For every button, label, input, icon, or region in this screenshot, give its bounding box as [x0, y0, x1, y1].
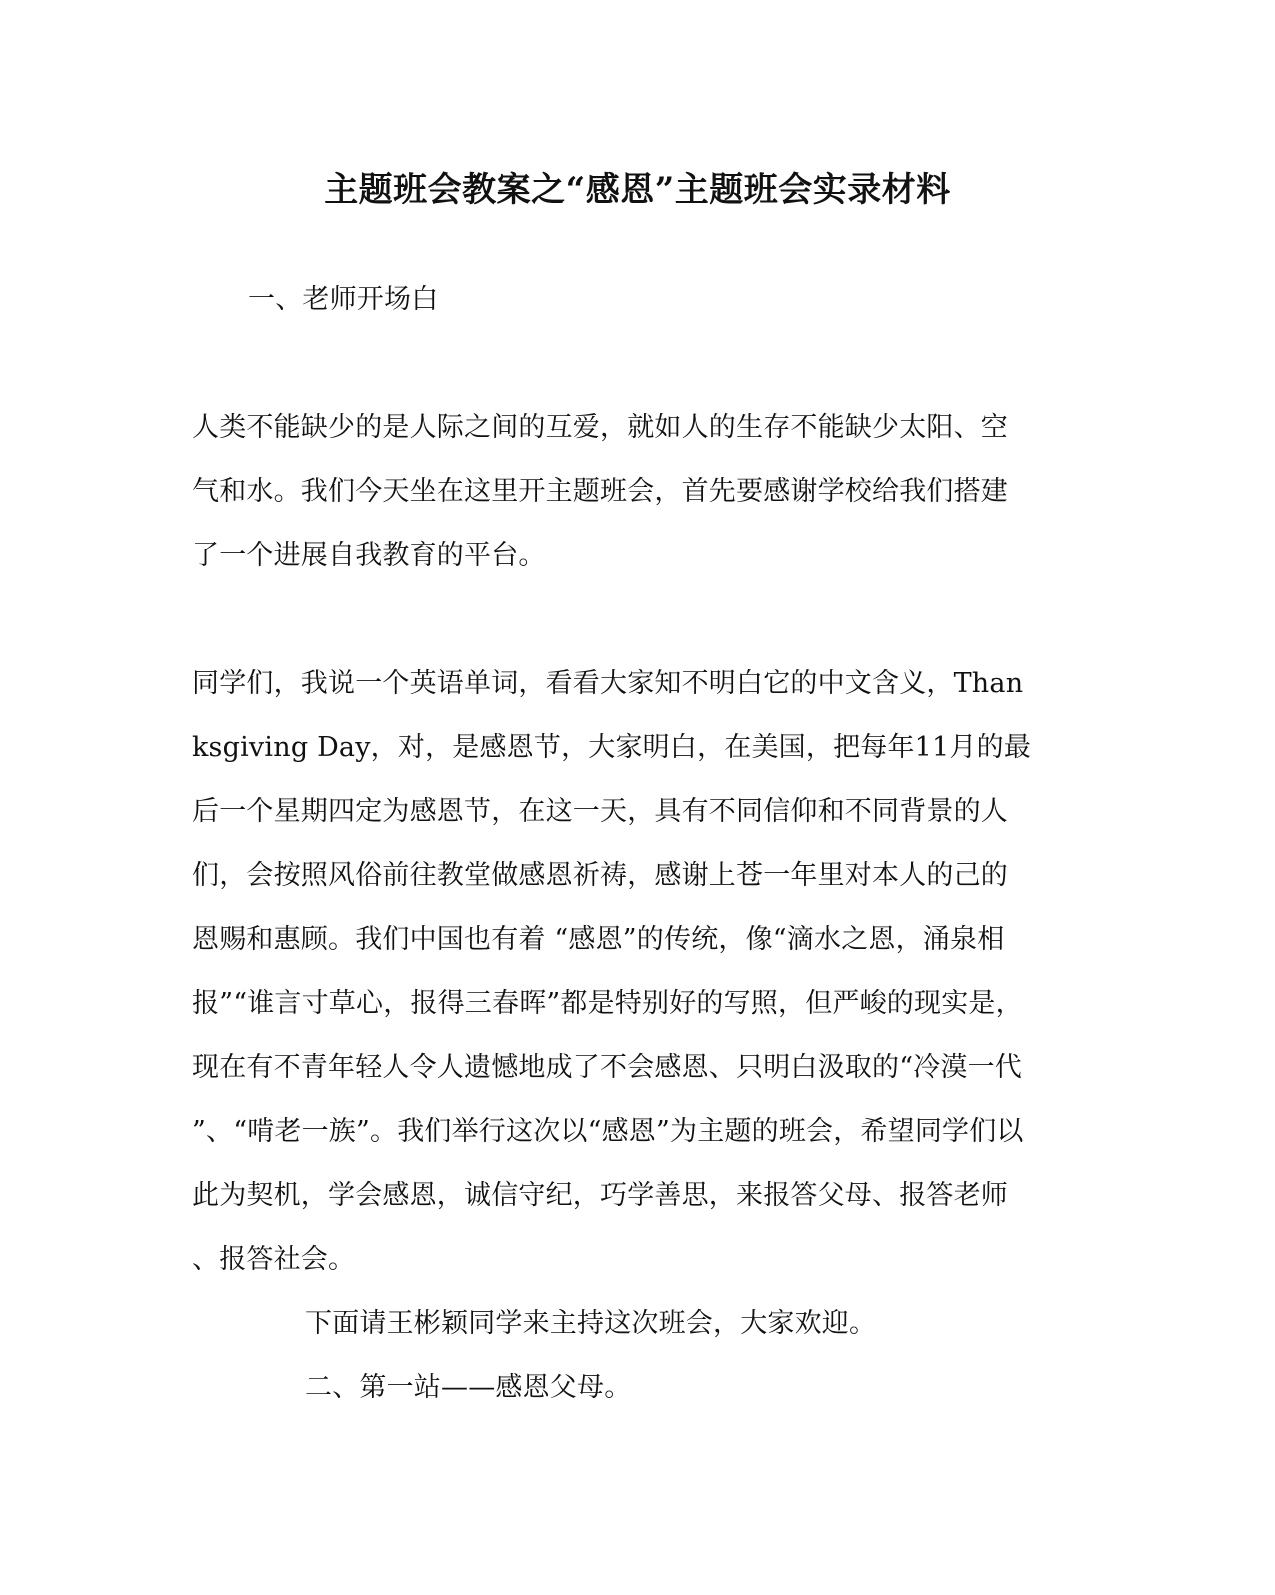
paragraph-line: 此为契机，学会感恩，诚信守纪，巧学善思，来报答父母、报答老师	[192, 1180, 1008, 1211]
section-heading-opening-remarks: 一、老师开场白	[248, 284, 439, 315]
paragraph-line: 后一个星期四定为感恩节，在这一天，具有不同信仰和不同背景的人	[192, 796, 1008, 827]
paragraph-line: ksgiving Day，对，是感恩节，大家明白，在美国，把每年11月的最	[192, 732, 1032, 763]
paragraph-line: ”、“啃老一族”。我们举行这次以“感恩”为主题的班会，希望同学们以	[192, 1116, 1024, 1147]
paragraph-host-introduction: 下面请王彬颖同学来主持这次班会，大家欢迎。	[305, 1308, 877, 1339]
paragraph-line: 恩赐和惠顾。我们中国也有着 “感恩”的传统，像“滴水之恩，涌泉相	[192, 924, 1005, 955]
paragraph-line: 人类不能缺少的是人际之间的互爱，就如人的生存不能缺少太阳、空	[192, 412, 1008, 443]
document-title: 主题班会教案之“感恩”主题班会实录材料	[324, 170, 951, 210]
paragraph-line: 气和水。我们今天坐在这里开主题班会，首先要感谢学校给我们搭建	[192, 476, 1008, 507]
paragraph-line: 、报答社会。	[192, 1244, 356, 1275]
section-heading-thank-parents: 二、第一站——感恩父母。	[305, 1372, 632, 1403]
paragraph-line: 了一个进展自我教育的平台。	[192, 540, 546, 571]
paragraph-line: 现在有不青年轻人令人遗憾地成了不会感恩、只明白汲取的“冷漠一代	[192, 1052, 1023, 1083]
paragraph-line: 们，会按照风俗前往教堂做感恩祈祷，感谢上苍一年里对本人的己的	[192, 860, 1008, 891]
paragraph-line: 同学们，我说一个英语单词，看看大家知不明白它的中文含义，Than	[192, 668, 1024, 699]
paragraph-line: 报”“谁言寸草心，报得三春晖”都是特别好的写照，但严峻的现实是，	[192, 988, 1023, 1019]
